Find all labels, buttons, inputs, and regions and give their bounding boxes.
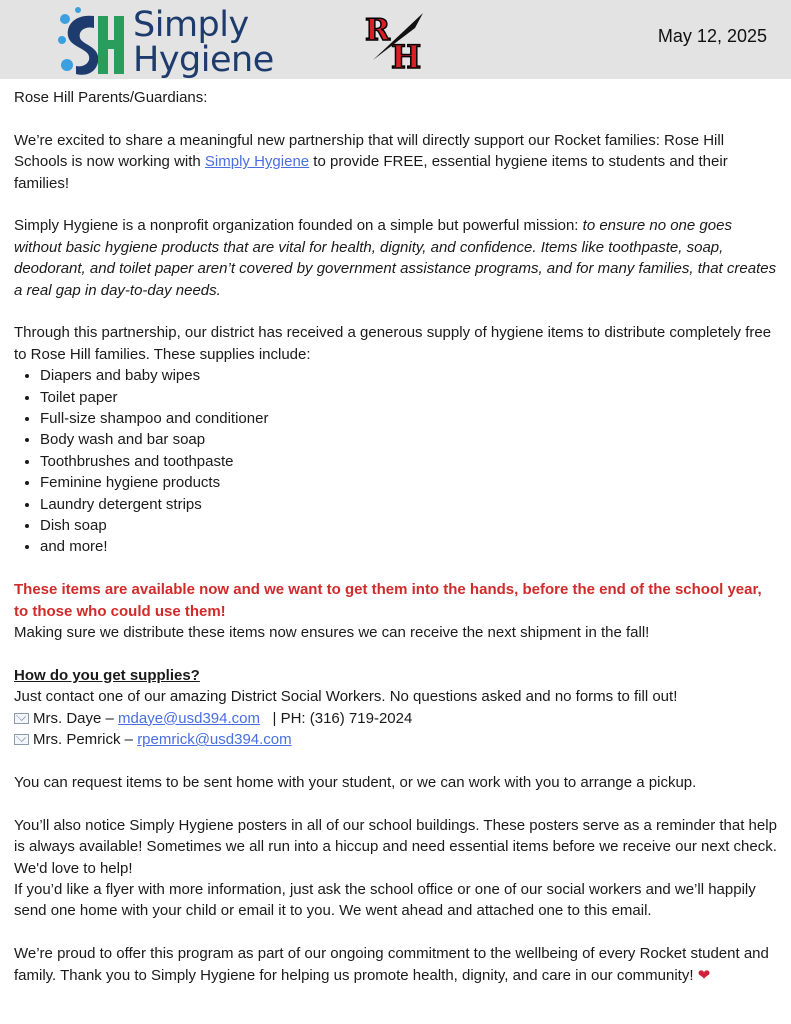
contact-daye bbox=[14, 708, 777, 729]
logo-word-hygiene: Hygiene bbox=[133, 40, 274, 80]
list-item: • Toothbrushes and toothpaste bbox=[40, 451, 777, 472]
contact-name: Mrs. Pemrick – bbox=[33, 731, 138, 749]
logo-letter-r: R bbox=[365, 13, 390, 48]
logo-letter-h: H bbox=[391, 38, 422, 70]
mission-text: Simply Hygiene is a nonprofit organization founded on a simple but powerful mission: bbox=[14, 217, 583, 235]
closing-paragraph bbox=[14, 943, 777, 986]
email-link-pemrick[interactable]: rpemrick@usd394.com bbox=[137, 731, 292, 749]
mission-statement: to ensure no one goes without basic hygiene products that are vital for health, dignity, and confidence. Items like toothpaste, soap, deodorant, and toilet paper aren’t covered by government assistance programs, and for many families, that creates a real gap in day-to-day needs. bbox=[14, 217, 777, 299]
contact-name: Mrs. Daye – bbox=[33, 709, 119, 727]
urgent-notice: These items are available now and we want to get them into the hands, before the end of the school year, to those who could use them! bbox=[14, 581, 762, 620]
list-item: • Toilet paper bbox=[40, 387, 777, 408]
intro-text-1: We’re excited to share a meaningful new partnership that will directly support our Rocket families: Rose Hill Schools is now working with bbox=[14, 131, 725, 171]
posters-paragraph: You’ll also notice Simply Hygiene posters in all of our school buildings. These posters serve as a reminder that help is always available! Sometimes we all run into a hiccup and need essential items before we receive our next check. We'd love to help! bbox=[14, 816, 777, 877]
contact-pemrick bbox=[14, 729, 777, 750]
list-item: • Laundry detergent strips bbox=[40, 494, 777, 515]
intro-text-2: to provide FREE, essential hygiene items to students and their families! bbox=[14, 153, 728, 192]
list-item: • Feminine hygiene products bbox=[40, 472, 777, 493]
how-heading: How do you get supplies? bbox=[14, 666, 200, 684]
simply-hygiene-mark-icon bbox=[54, 2, 134, 80]
list-item: • Body wash and bar soap bbox=[40, 429, 777, 450]
heart-icon: ❤ bbox=[697, 966, 711, 984]
closing-text: We’re proud to offer this program as part of our ongoing commitment to the wellbeing of every Rocket student and family. Thank you to Simply Hygiene for helping us promote health, dignity, and care in our community! bbox=[14, 945, 769, 984]
list-item: • Full-size shampoo and conditioner bbox=[40, 408, 777, 429]
rose-hill-rockets-logo bbox=[363, 10, 427, 70]
list-item: • Diapers and baby wipes bbox=[40, 365, 777, 386]
list-item: • and more! bbox=[40, 536, 777, 557]
envelope-icon bbox=[14, 734, 29, 745]
contact-phone: | PH: (316) 719-2024 bbox=[272, 709, 413, 727]
flyer-paragraph: If you’d like a flyer with more information, just ask the school office or one of our social workers and we’ll happily send one home with your child or email it to you. We went ahead and attached one to this email. bbox=[14, 880, 756, 920]
letter-header bbox=[0, 0, 791, 79]
letter-date: May 12, 2025 bbox=[657, 26, 767, 46]
partnership-paragraph: Through this partnership, our district has received a generous supply of hygiene items to distribute completely free to Rose Hill families. These supplies include: bbox=[14, 324, 772, 363]
email-link-daye[interactable]: mdaye@usd394.com bbox=[118, 709, 260, 727]
envelope-icon bbox=[14, 713, 29, 724]
letter-body bbox=[0, 79, 791, 986]
simply-hygiene-logo bbox=[54, 2, 284, 80]
supplies-list bbox=[14, 365, 777, 558]
list-item: • Dish soap bbox=[40, 515, 777, 536]
request-paragraph: You can request items to be sent home with your student, or we can work with you to arrange a pickup. bbox=[14, 773, 697, 791]
simply-hygiene-wordmark bbox=[133, 5, 274, 80]
how-text: Just contact one of our amazing District Social Workers. No questions asked and no forms to fill out! bbox=[14, 688, 678, 706]
urgent-followup: Making sure we distribute these items now ensures we can receive the next shipment in the fall! bbox=[14, 624, 650, 642]
simply-hygiene-link[interactable]: Simply Hygiene bbox=[204, 153, 310, 171]
intro-paragraph bbox=[14, 130, 777, 194]
greeting: Rose Hill Parents/Guardians: bbox=[14, 89, 208, 106]
logo-word-simply: Simply bbox=[133, 5, 249, 45]
mission-paragraph bbox=[14, 215, 777, 301]
